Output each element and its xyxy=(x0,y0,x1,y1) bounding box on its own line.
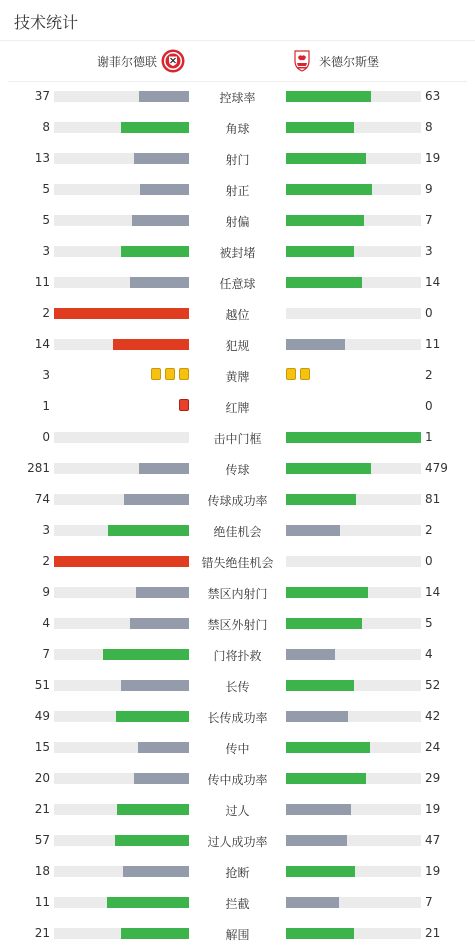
stat-row xyxy=(0,81,475,112)
away-stat-bar-fill xyxy=(286,773,366,784)
yellow-card-icon xyxy=(286,368,296,380)
away-stat-bar xyxy=(286,122,421,133)
away-stat-bar-fill xyxy=(286,215,364,226)
away-stat-bar-fill xyxy=(286,742,370,753)
home-stat-bar xyxy=(54,680,189,691)
away-stat-bar xyxy=(286,649,421,660)
away-stat-bar-fill xyxy=(286,184,372,195)
home-stat-value: 11 xyxy=(34,895,50,909)
away-stat-value: 1 xyxy=(425,430,433,444)
home-stat-bar-fill xyxy=(107,897,189,908)
home-stat-value: 21 xyxy=(34,802,50,816)
away-stat-value: 479 xyxy=(425,461,448,475)
header xyxy=(0,0,475,41)
home-stat-bar xyxy=(54,897,189,908)
away-stat-value: 52 xyxy=(425,678,441,692)
stat-label: 传中 xyxy=(225,742,250,756)
home-stat-bar-fill xyxy=(134,153,189,164)
home-stat-bar-fill xyxy=(136,587,189,598)
home-stat-value: 281 xyxy=(27,461,50,475)
home-stat-bar-fill xyxy=(130,618,189,629)
away-stat-bar-fill xyxy=(286,525,340,536)
away-cards xyxy=(286,368,310,382)
home-stat-bar-fill xyxy=(134,773,189,784)
stats-list xyxy=(0,81,475,949)
home-stat-value: 15 xyxy=(34,740,50,754)
away-stat-bar xyxy=(286,804,421,815)
away-stat-value: 14 xyxy=(425,275,441,289)
home-stat-bar xyxy=(54,618,189,629)
away-team-name: 米德尔斯堡 xyxy=(319,54,380,69)
stat-row xyxy=(0,298,475,329)
stat-label: 拦截 xyxy=(225,897,250,911)
middlesbrough-badge-icon xyxy=(290,49,314,73)
home-stat-value: 21 xyxy=(34,926,50,940)
stat-row xyxy=(0,701,475,732)
sheffield-united-badge-icon xyxy=(161,49,185,73)
stat-row xyxy=(0,887,475,918)
away-stat-bar xyxy=(286,246,421,257)
stat-row xyxy=(0,546,475,577)
away-stat-value: 19 xyxy=(425,864,441,878)
stat-row xyxy=(0,484,475,515)
home-stat-bar xyxy=(54,649,189,660)
away-stat-bar xyxy=(286,711,421,722)
away-stat-value: 19 xyxy=(425,151,441,165)
stat-label: 过人成功率 xyxy=(207,835,268,849)
home-stat-bar xyxy=(54,184,189,195)
yellow-card-icon xyxy=(151,368,161,380)
stat-row xyxy=(0,639,475,670)
stat-label: 角球 xyxy=(225,122,250,136)
away-stat-bar-fill xyxy=(286,649,335,660)
stat-row xyxy=(0,453,475,484)
home-stat-bar xyxy=(54,215,189,226)
home-stat-bar-fill xyxy=(124,494,189,505)
home-stat-value: 5 xyxy=(42,182,50,196)
home-stat-bar-fill xyxy=(139,463,189,474)
away-stat-value: 47 xyxy=(425,833,441,847)
home-stat-value: 57 xyxy=(34,833,50,847)
away-stat-value: 14 xyxy=(425,585,441,599)
away-stat-bar xyxy=(286,866,421,877)
home-stat-bar xyxy=(54,463,189,474)
yellow-card-icon xyxy=(179,368,189,380)
away-stat-bar xyxy=(286,618,421,629)
home-stat-value: 51 xyxy=(34,678,50,692)
home-stat-value: 5 xyxy=(42,213,50,227)
home-stat-value: 4 xyxy=(42,616,50,630)
home-stat-bar xyxy=(54,494,189,505)
away-stat-bar xyxy=(286,494,421,505)
stat-label: 禁区内射门 xyxy=(207,587,268,601)
stat-row xyxy=(0,329,475,360)
stat-label: 抢断 xyxy=(225,866,250,880)
home-stat-bar xyxy=(54,153,189,164)
page-title: 技术统计 xyxy=(14,13,79,32)
home-stat-bar-fill xyxy=(121,122,189,133)
stat-label: 射正 xyxy=(225,184,250,198)
away-stat-bar xyxy=(286,680,421,691)
home-team-name: 谢菲尔德联 xyxy=(96,54,157,69)
teams-bar xyxy=(8,41,467,82)
stat-label: 任意球 xyxy=(219,277,256,291)
home-team[interactable] xyxy=(97,48,185,74)
stat-label: 长传成功率 xyxy=(207,711,268,725)
away-stat-bar xyxy=(286,184,421,195)
home-stat-bar-fill xyxy=(140,184,189,195)
stat-row xyxy=(0,360,475,391)
stat-row xyxy=(0,515,475,546)
away-stat-bar xyxy=(286,773,421,784)
home-stat-bar-fill xyxy=(132,215,189,226)
stat-label: 禁区外射门 xyxy=(207,618,268,632)
away-stat-bar xyxy=(286,587,421,598)
stat-row xyxy=(0,670,475,701)
home-stat-value: 14 xyxy=(34,337,50,351)
away-stat-bar-fill xyxy=(286,91,371,102)
stat-label: 射门 xyxy=(225,153,250,167)
away-stat-value: 0 xyxy=(425,306,433,320)
stat-row xyxy=(0,918,475,949)
home-stat-bar xyxy=(54,246,189,257)
stat-row xyxy=(0,577,475,608)
away-stat-value: 42 xyxy=(425,709,441,723)
home-stat-value: 3 xyxy=(42,244,50,258)
home-stat-bar-fill xyxy=(113,339,189,350)
home-stat-value: 49 xyxy=(34,709,50,723)
away-stat-value: 2 xyxy=(425,368,433,382)
away-stat-bar-fill xyxy=(286,153,366,164)
away-stat-bar xyxy=(286,742,421,753)
home-stat-bar xyxy=(54,556,189,567)
home-stat-bar xyxy=(54,277,189,288)
away-stat-value: 0 xyxy=(425,399,433,413)
away-stat-bar-fill xyxy=(286,711,348,722)
home-stat-value: 11 xyxy=(34,275,50,289)
home-stat-value: 2 xyxy=(42,554,50,568)
home-stat-bar xyxy=(54,773,189,784)
home-stat-bar-fill xyxy=(54,556,189,567)
away-stat-bar-fill xyxy=(286,463,371,474)
stat-label: 控球率 xyxy=(219,91,256,105)
stat-label: 击中门框 xyxy=(213,432,262,446)
stat-row xyxy=(0,236,475,267)
stat-label: 错失绝佳机会 xyxy=(201,556,274,570)
home-stat-bar-fill xyxy=(121,246,189,257)
stat-row xyxy=(0,143,475,174)
away-stat-bar xyxy=(286,525,421,536)
home-stat-value: 0 xyxy=(42,430,50,444)
home-stat-bar xyxy=(54,587,189,598)
stat-row xyxy=(0,825,475,856)
home-stat-value: 2 xyxy=(42,306,50,320)
away-stat-value: 81 xyxy=(425,492,441,506)
away-stat-bar xyxy=(286,463,421,474)
home-cards xyxy=(151,368,189,382)
home-stat-bar xyxy=(54,711,189,722)
home-stat-bar xyxy=(54,866,189,877)
away-stat-value: 9 xyxy=(425,182,433,196)
stat-label: 射偏 xyxy=(225,215,250,229)
away-stat-bar-fill xyxy=(286,432,421,443)
home-stat-value: 18 xyxy=(34,864,50,878)
away-stat-value: 2 xyxy=(425,523,433,537)
stat-label: 红牌 xyxy=(225,401,250,415)
away-stat-value: 7 xyxy=(425,895,433,909)
stat-label: 犯规 xyxy=(225,339,250,353)
away-stat-bar-fill xyxy=(286,680,354,691)
away-stat-value: 63 xyxy=(425,89,441,103)
away-stat-bar-fill xyxy=(286,618,362,629)
home-stat-bar-fill xyxy=(121,680,189,691)
home-stat-bar-fill xyxy=(138,742,189,753)
away-stat-bar xyxy=(286,215,421,226)
home-stat-bar xyxy=(54,525,189,536)
home-stat-bar xyxy=(54,432,189,443)
home-stat-bar-fill xyxy=(117,804,189,815)
stat-label: 传球 xyxy=(225,463,250,477)
away-stat-bar xyxy=(286,91,421,102)
away-stat-bar-fill xyxy=(286,804,351,815)
stat-label: 绝佳机会 xyxy=(213,525,262,539)
home-stat-bar-fill xyxy=(115,835,189,846)
away-stat-bar-fill xyxy=(286,277,362,288)
home-stat-bar-fill xyxy=(139,91,189,102)
stat-label: 长传 xyxy=(225,680,250,694)
home-stat-bar-fill xyxy=(130,277,189,288)
away-stat-bar-fill xyxy=(286,835,347,846)
away-stat-value: 8 xyxy=(425,120,433,134)
home-stat-value: 37 xyxy=(34,89,50,103)
home-stat-bar xyxy=(54,835,189,846)
stat-label: 传中成功率 xyxy=(207,773,268,787)
stat-label: 越位 xyxy=(225,308,250,322)
away-stat-value: 19 xyxy=(425,802,441,816)
home-stat-value: 20 xyxy=(34,771,50,785)
home-stat-bar xyxy=(54,308,189,319)
stat-row xyxy=(0,763,475,794)
home-stat-bar xyxy=(54,122,189,133)
stat-row xyxy=(0,391,475,422)
away-stat-value: 5 xyxy=(425,616,433,630)
home-stat-bar xyxy=(54,91,189,102)
stat-row xyxy=(0,794,475,825)
stat-row xyxy=(0,856,475,887)
away-stat-bar-fill xyxy=(286,494,356,505)
away-team[interactable] xyxy=(290,48,379,74)
home-stat-value: 8 xyxy=(42,120,50,134)
away-stat-bar xyxy=(286,153,421,164)
home-stat-value: 1 xyxy=(42,399,50,413)
yellow-card-icon xyxy=(300,368,310,380)
away-stat-bar-fill xyxy=(286,928,354,939)
away-stat-value: 29 xyxy=(425,771,441,785)
away-stat-value: 24 xyxy=(425,740,441,754)
home-stat-bar-fill xyxy=(123,866,189,877)
home-stat-bar-fill xyxy=(54,308,189,319)
stat-row xyxy=(0,608,475,639)
away-stat-bar-fill xyxy=(286,866,355,877)
home-stat-bar-fill xyxy=(108,525,189,536)
home-stat-value: 7 xyxy=(42,647,50,661)
away-stat-value: 7 xyxy=(425,213,433,227)
home-stat-value: 3 xyxy=(42,523,50,537)
away-stat-value: 0 xyxy=(425,554,433,568)
away-stat-bar xyxy=(286,835,421,846)
home-stat-value: 74 xyxy=(34,492,50,506)
home-stat-bar-fill xyxy=(116,711,189,722)
stat-label: 解围 xyxy=(225,928,250,942)
stat-row xyxy=(0,205,475,236)
stat-label: 被封堵 xyxy=(219,246,256,260)
home-stat-bar-fill xyxy=(121,928,189,939)
away-stat-value: 21 xyxy=(425,926,441,940)
stat-label: 门将扑救 xyxy=(213,649,262,663)
away-stat-bar-fill xyxy=(286,587,368,598)
home-stat-bar-fill xyxy=(103,649,189,660)
stat-label: 黄牌 xyxy=(225,370,250,384)
home-stat-bar xyxy=(54,339,189,350)
home-stat-value: 9 xyxy=(42,585,50,599)
away-stat-value: 3 xyxy=(425,244,433,258)
stat-row xyxy=(0,732,475,763)
stat-row xyxy=(0,112,475,143)
home-stat-value: 3 xyxy=(42,368,50,382)
away-stat-bar-fill xyxy=(286,246,354,257)
home-cards xyxy=(179,399,189,413)
stat-label: 传球成功率 xyxy=(207,494,268,508)
away-stat-bar xyxy=(286,277,421,288)
away-stat-bar-fill xyxy=(286,339,345,350)
yellow-card-icon xyxy=(165,368,175,380)
away-stat-bar xyxy=(286,432,421,443)
away-stat-bar xyxy=(286,928,421,939)
home-stat-bar xyxy=(54,804,189,815)
stat-label: 过人 xyxy=(225,804,250,818)
away-stat-bar-fill xyxy=(286,122,354,133)
red-card-icon xyxy=(179,399,189,411)
home-stat-bar xyxy=(54,928,189,939)
away-stat-value: 4 xyxy=(425,647,433,661)
home-stat-value: 13 xyxy=(34,151,50,165)
away-stat-bar xyxy=(286,897,421,908)
stat-row xyxy=(0,422,475,453)
away-stat-value: 11 xyxy=(425,337,441,351)
stat-row xyxy=(0,267,475,298)
away-stat-bar xyxy=(286,308,421,319)
away-stat-bar xyxy=(286,339,421,350)
home-stat-bar xyxy=(54,742,189,753)
stat-row xyxy=(0,174,475,205)
away-stat-bar xyxy=(286,556,421,567)
away-stat-bar-fill xyxy=(286,897,339,908)
